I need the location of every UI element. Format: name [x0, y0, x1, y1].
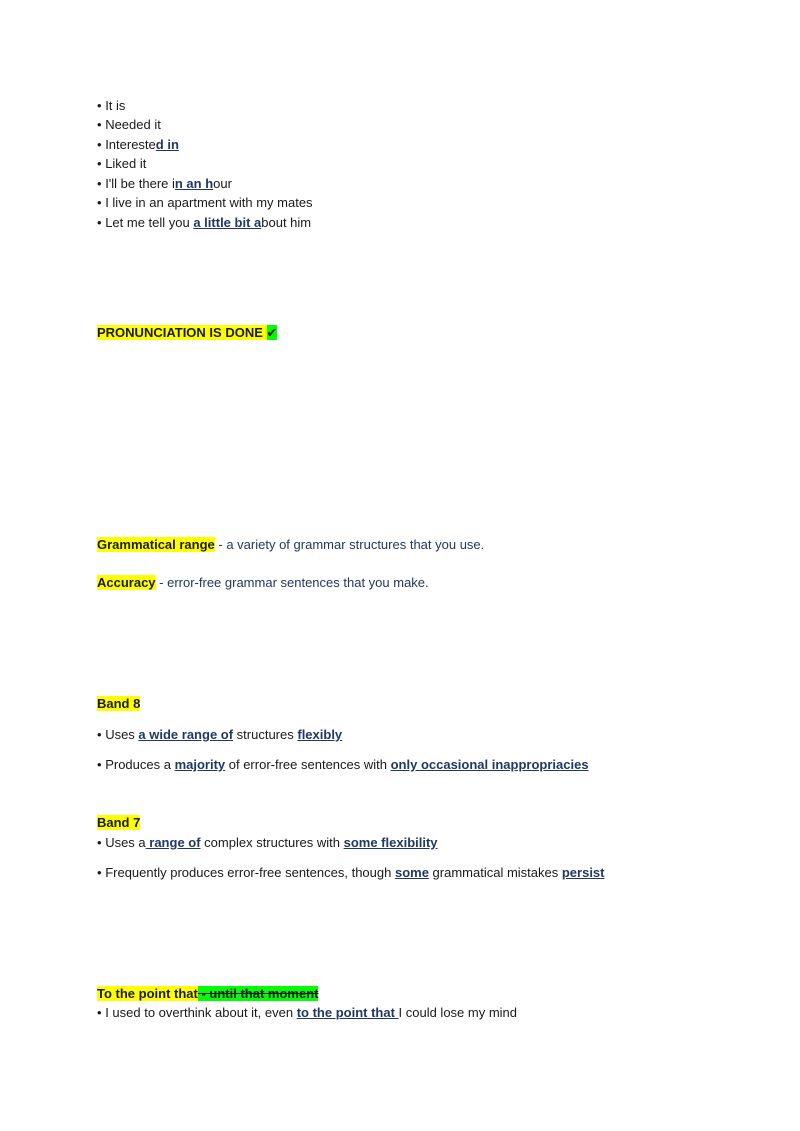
list-item: [97, 757, 589, 773]
list-item: [97, 117, 161, 133]
list-text: I'll be there i: [105, 176, 175, 191]
bullet: •: [97, 117, 102, 132]
list-text: of error-free sentences with: [225, 757, 391, 772]
bullet: •: [97, 757, 102, 772]
underlined-text: some flexibility: [343, 835, 438, 850]
struck-text: - until that moment: [197, 986, 319, 1001]
heading-text: To the point that: [97, 986, 198, 1001]
underlined-text: d in: [155, 137, 179, 152]
list-text: Intereste: [105, 137, 156, 152]
bullet: •: [97, 865, 102, 880]
list-text: Produces a: [105, 757, 175, 772]
list-item: [97, 137, 179, 153]
band7-heading: [97, 815, 140, 831]
underlined-text: persist: [561, 865, 605, 880]
bullet: •: [97, 156, 102, 171]
underlined-text: some: [394, 865, 429, 880]
term: Accuracy: [97, 575, 156, 590]
list-text: Uses a: [105, 835, 146, 850]
list-item: [97, 156, 146, 172]
definition-accuracy: [97, 575, 429, 591]
bullet: •: [97, 98, 102, 113]
bullet: •: [97, 1005, 102, 1020]
list-text: Needed it: [105, 117, 161, 132]
underlined-text: majority: [174, 757, 226, 772]
bullet: •: [97, 215, 102, 230]
list-text: Let me tell you: [105, 215, 194, 230]
bullet: •: [97, 727, 102, 742]
list-item: [97, 727, 342, 743]
list-text: structures: [233, 727, 298, 742]
underlined-text: n an h: [174, 176, 214, 191]
list-text: Liked it: [105, 156, 147, 171]
list-item: [97, 865, 605, 881]
list-text: grammatical mistakes: [428, 865, 562, 880]
underlined-text: a little bit a: [193, 215, 262, 230]
term: Grammatical range: [97, 537, 215, 552]
list-item: [97, 98, 125, 114]
list-text: It is: [105, 98, 126, 113]
list-text: our: [213, 176, 232, 191]
heading-text: Band 8: [97, 696, 141, 711]
bullet: •: [97, 835, 102, 850]
list-text: I could lose my mind: [398, 1005, 518, 1020]
list-item: [97, 215, 311, 231]
heading-text: Band 7: [97, 815, 141, 830]
checkmark-icon: ✔: [266, 325, 278, 340]
list-item: [97, 176, 232, 192]
list-item: [97, 835, 438, 851]
definition-grammatical-range: [97, 537, 484, 553]
list-text: I live in an apartment with my mates: [105, 195, 313, 210]
bullet: •: [97, 137, 102, 152]
underlined-text: to the point that: [296, 1005, 399, 1020]
underlined-text: range of: [145, 835, 201, 850]
list-text: Frequently produces error-free sentences, though: [105, 865, 395, 880]
underlined-text: flexibly: [297, 727, 343, 742]
point-heading: [97, 986, 318, 1002]
bullet: •: [97, 195, 102, 210]
band8-heading: [97, 696, 140, 712]
definition: - error-free grammar sentences that you make.: [155, 575, 429, 590]
list-text: bout him: [261, 215, 312, 230]
definition: - a variety of grammar structures that you use.: [214, 537, 485, 552]
list-item: [97, 195, 313, 211]
list-text: I used to overthink about it, even: [105, 1005, 297, 1020]
highlight-text: PRONUNCIATION IS DONE: [97, 325, 263, 340]
list-text: complex structures with: [200, 835, 344, 850]
list-text: Uses: [105, 727, 139, 742]
bullet: •: [97, 176, 102, 191]
underlined-text: only occasional inappropriacies: [390, 757, 589, 772]
underlined-text: a wide range of: [138, 727, 234, 742]
list-item: [97, 1005, 517, 1021]
pronunciation-heading: [97, 325, 277, 341]
